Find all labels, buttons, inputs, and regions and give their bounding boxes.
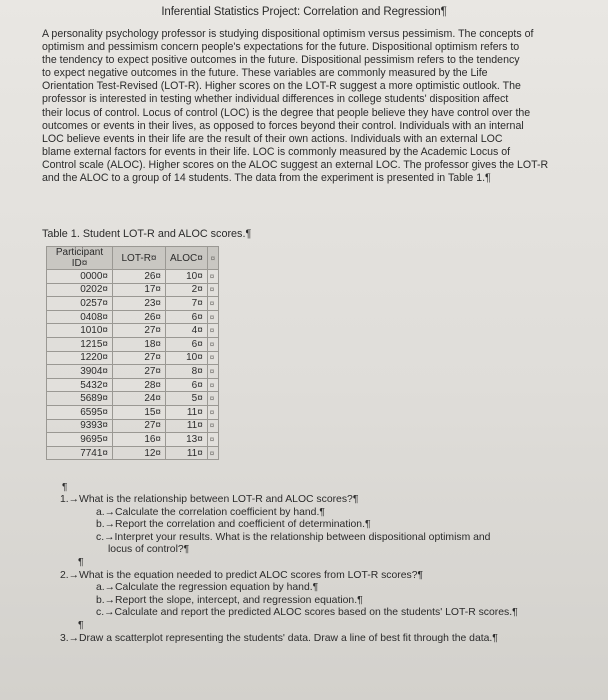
header-participant-id: Participant ID¤ <box>47 247 113 270</box>
cell-end-marker: ¤ <box>207 433 218 447</box>
intro-line: blame external factors for events in their life. LOC is commonly measured by the Academic Locus of <box>42 145 511 158</box>
cell-aloc: 6¤ <box>166 337 208 351</box>
cell-end-marker: ¤ <box>207 310 218 324</box>
intro-line: professor is interested in testing whether individual differences in college students' disposition affect <box>42 93 509 106</box>
cell-participant-id: 1010¤ <box>47 324 113 338</box>
cell-end-marker: ¤ <box>207 324 218 338</box>
cell-end-marker: ¤ <box>207 405 218 419</box>
cell-aloc: 5¤ <box>166 392 208 406</box>
cell-end-marker: ¤ <box>207 419 218 433</box>
cell-aloc: 6¤ <box>166 378 208 392</box>
cell-aloc: 2¤ <box>166 283 208 297</box>
question-1c-continued: locus of control?¶ <box>108 544 190 556</box>
header-aloc: ALOC¤ <box>166 247 208 270</box>
cell-participant-id: 0408¤ <box>47 310 113 324</box>
question-2b: b.→Report the slope, intercept, and regression equation.¶ <box>96 594 363 606</box>
cell-lot-r: 17¤ <box>113 283 166 297</box>
cell-participant-id: 3904¤ <box>47 365 113 379</box>
table-row <box>47 297 219 311</box>
table-row <box>47 433 219 447</box>
cell-lot-r: 12¤ <box>113 446 166 460</box>
table-row <box>47 324 219 338</box>
cell-lot-r: 27¤ <box>113 419 166 433</box>
cell-participant-id: 5689¤ <box>47 392 113 406</box>
cell-participant-id: 1215¤ <box>47 337 113 351</box>
paragraph-mark: ¶ <box>78 556 84 568</box>
intro-line: optimism and pessimism concern people's expectations for the future. Dispositional optimism refers to <box>42 41 520 54</box>
cell-participant-id: 9695¤ <box>47 433 113 447</box>
intro-line: LOC believe events in their life are the result of their own actions. Individuals with an external LOC <box>42 132 503 145</box>
question-2a: a.→Calculate the regression equation by hand.¶ <box>96 582 319 594</box>
cell-lot-r: 24¤ <box>113 392 166 406</box>
intro-line: to expect negative outcomes in the future. These variables are commonly measured by the Life <box>42 67 488 80</box>
cell-lot-r: 28¤ <box>113 378 166 392</box>
header-end-marker: ¤ <box>207 247 218 270</box>
table-row <box>47 310 219 324</box>
cell-aloc: 13¤ <box>166 433 208 447</box>
cell-participant-id: 5432¤ <box>47 378 113 392</box>
cell-aloc: 8¤ <box>166 365 208 379</box>
intro-line: outcomes or events in their lives, as opposed to forces beyond their control. Individuals with an internal <box>42 119 524 132</box>
question-1b: b.→Report the correlation and coefficient of determination.¶ <box>96 519 371 531</box>
paragraph-mark: ¶ <box>78 619 84 631</box>
cell-end-marker: ¤ <box>207 337 218 351</box>
cell-participant-id: 0000¤ <box>47 270 113 284</box>
cell-aloc: 11¤ <box>166 419 208 433</box>
cell-aloc: 7¤ <box>166 297 208 311</box>
cell-lot-r: 16¤ <box>113 433 166 447</box>
cell-end-marker: ¤ <box>207 351 218 365</box>
table-row <box>47 351 219 365</box>
question-1: 1.→What is the relationship between LOT-R and ALOC scores?¶ <box>60 494 359 505</box>
cell-lot-r: 18¤ <box>113 337 166 351</box>
cell-participant-id: 6595¤ <box>47 405 113 419</box>
table-row <box>47 378 219 392</box>
cell-participant-id: 1220¤ <box>47 351 113 365</box>
cell-end-marker: ¤ <box>207 446 218 460</box>
cell-end-marker: ¤ <box>207 283 218 297</box>
cell-lot-r: 27¤ <box>113 351 166 365</box>
paragraph-mark: ¶ <box>62 482 68 493</box>
question-2c: c.→Calculate and report the predicted ALOC scores based on the students' LOT-R scores.¶ <box>96 607 518 619</box>
question-3: 3.→Draw a scatterplot representing the students' data. Draw a line of best fit through the data.¶ <box>60 632 498 644</box>
intro-line: and the ALOC to a group of 14 students. The data from the experiment is presented in Table 1.¶ <box>42 172 491 185</box>
cell-aloc: 6¤ <box>166 310 208 324</box>
intro-paragraph <box>42 28 554 185</box>
document-title: Inferential Statistics Project: Correlation and Regression¶ <box>161 6 447 18</box>
cell-end-marker: ¤ <box>207 297 218 311</box>
cell-lot-r: 27¤ <box>113 365 166 379</box>
cell-lot-r: 27¤ <box>113 324 166 338</box>
cell-participant-id: 9393¤ <box>47 419 113 433</box>
cell-aloc: 10¤ <box>166 270 208 284</box>
question-1c: c.→Interpret your results. What is the relationship between dispositional optimism and <box>96 531 491 543</box>
cell-participant-id: 0202¤ <box>47 283 113 297</box>
intro-line: Orientation Test-Revised (LOT-R). Higher scores on the LOT-R suggest a more optimistic outlook. The <box>42 80 521 93</box>
table-row <box>47 337 219 351</box>
intro-line: Control scale (ALOC). Higher scores on the ALOC suggest an external LOC. The professor gives the LOT-R <box>42 158 549 171</box>
table-row <box>47 446 219 460</box>
table-row <box>47 270 219 284</box>
header-lot-r: LOT-R¤ <box>113 247 166 270</box>
table-row <box>47 283 219 297</box>
cell-lot-r: 15¤ <box>113 405 166 419</box>
cell-lot-r: 23¤ <box>113 297 166 311</box>
cell-end-marker: ¤ <box>207 365 218 379</box>
cell-end-marker: ¤ <box>207 378 218 392</box>
cell-aloc: 11¤ <box>166 405 208 419</box>
cell-lot-r: 26¤ <box>113 270 166 284</box>
question-1a: a.→Calculate the correlation coefficient by hand.¶ <box>96 506 325 518</box>
table-row <box>47 405 219 419</box>
cell-aloc: 10¤ <box>166 351 208 365</box>
table-header-row <box>47 247 219 270</box>
cell-participant-id: 7741¤ <box>47 446 113 460</box>
scores-table <box>46 246 219 460</box>
cell-participant-id: 0257¤ <box>47 297 113 311</box>
cell-aloc: 11¤ <box>166 446 208 460</box>
intro-line: the tendency to expect positive outcomes in the future. Dispositional pessimism refers to the tendency <box>42 54 520 67</box>
table-caption: Table 1. Student LOT-R and ALOC scores.¶ <box>42 228 252 240</box>
table-row <box>47 365 219 379</box>
cell-lot-r: 26¤ <box>113 310 166 324</box>
table-row <box>47 419 219 433</box>
question-2: 2.→What is the equation needed to predict ALOC scores from LOT-R scores?¶ <box>60 569 424 581</box>
table-row <box>47 392 219 406</box>
intro-line: their locus of control. Locus of control (LOC) is the degree that people believe they have control over the <box>42 106 531 119</box>
cell-end-marker: ¤ <box>207 392 218 406</box>
intro-line: A personality psychology professor is studying dispositional optimism versus pessimism. The concepts of <box>42 28 534 40</box>
cell-end-marker: ¤ <box>207 270 218 284</box>
questions-list <box>60 494 560 645</box>
cell-aloc: 4¤ <box>166 324 208 338</box>
